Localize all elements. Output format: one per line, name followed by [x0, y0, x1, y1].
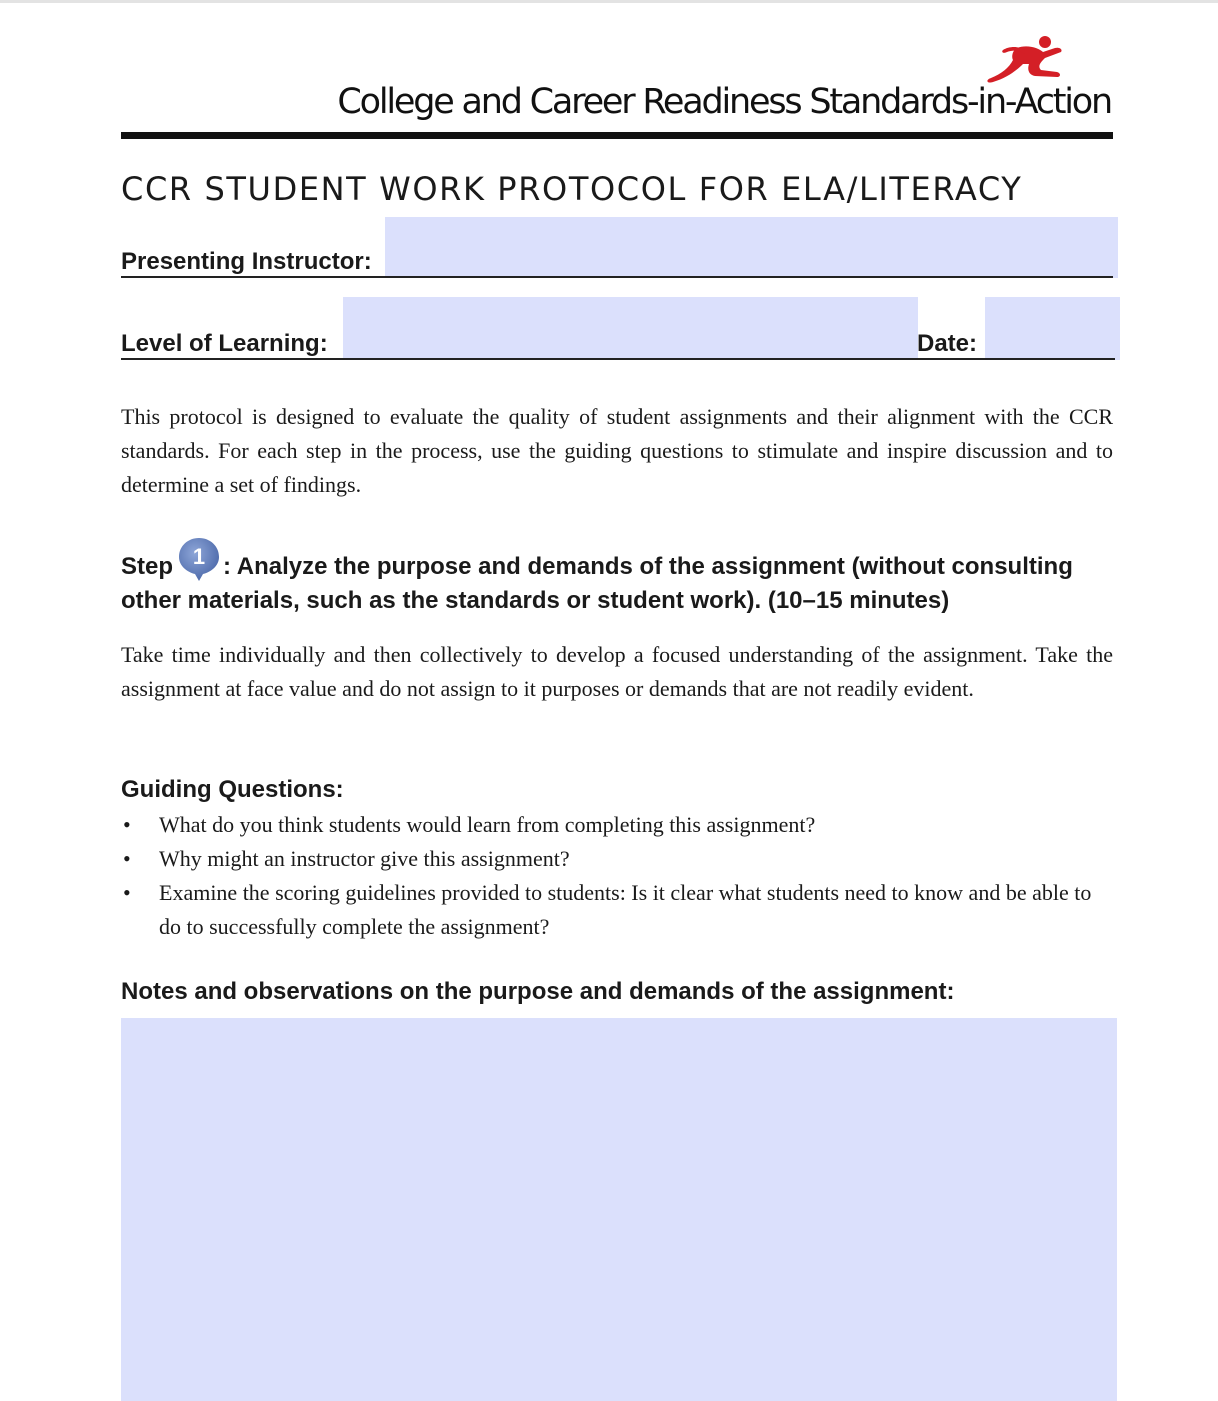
list-item: • Why might an instructor give this assignment? [121, 842, 1113, 876]
date-label: Date: [917, 330, 978, 357]
guiding-questions-list [121, 808, 1113, 944]
list-item: • Examine the scoring guidelines provided to students: Is it clear what students need to know and be able to do to successfully complete the assignment? [121, 876, 1113, 944]
list-item: • What do you think students would learn from completing this assignment? [121, 808, 1113, 842]
document-title: CCR STUDENT WORK PROTOCOL FOR ELA/LITERACY [121, 170, 1023, 208]
level-of-learning-label: Level of Learning: [121, 330, 328, 357]
step-1-heading [121, 536, 1113, 618]
bullet-icon: • [123, 846, 131, 871]
step-number: 1 [192, 544, 206, 569]
presenting-instructor-underline [121, 276, 1113, 278]
date-field[interactable] [985, 297, 1120, 360]
intro-paragraph: This protocol is designed to evaluate the quality of student assignments and their alignment with the CCR standards. For each step in the process, use the guiding questions to stimulate and inspire discussion and to determine a set of findings. [121, 404, 1113, 497]
level-of-learning-field[interactable] [343, 297, 918, 360]
notes-field[interactable] [121, 1018, 1117, 1401]
guiding-questions-heading: Guiding Questions: [121, 776, 344, 803]
step-1-body: Take time individually and then collectively to develop a focused understanding of the assignment. Take the assignment at face value and do not assign to it purposes or demands that are not readily evident. [121, 642, 1113, 701]
notes-heading: Notes and observations on the purpose and demands of the assignment: [121, 978, 955, 1005]
step-prefix: Step [121, 553, 174, 580]
bullet-icon: • [123, 880, 131, 905]
banner-title: College and Career Readiness Standards-in-Action [337, 82, 1111, 122]
header-banner [121, 30, 1113, 130]
level-date-underline [121, 358, 1115, 360]
presenting-instructor-field[interactable] [385, 217, 1118, 278]
step-number-badge-icon [177, 536, 221, 582]
bullet-icon: • [123, 812, 131, 837]
presenting-instructor-label: Presenting Instructor: [121, 248, 372, 275]
top-border [0, 0, 1218, 3]
banner-rule [121, 132, 1113, 139]
step-heading-text: : Analyze the purpose and demands of the assignment (without consulting other materials, such as the standards or student work). (10–15 minutes) [121, 553, 1073, 614]
